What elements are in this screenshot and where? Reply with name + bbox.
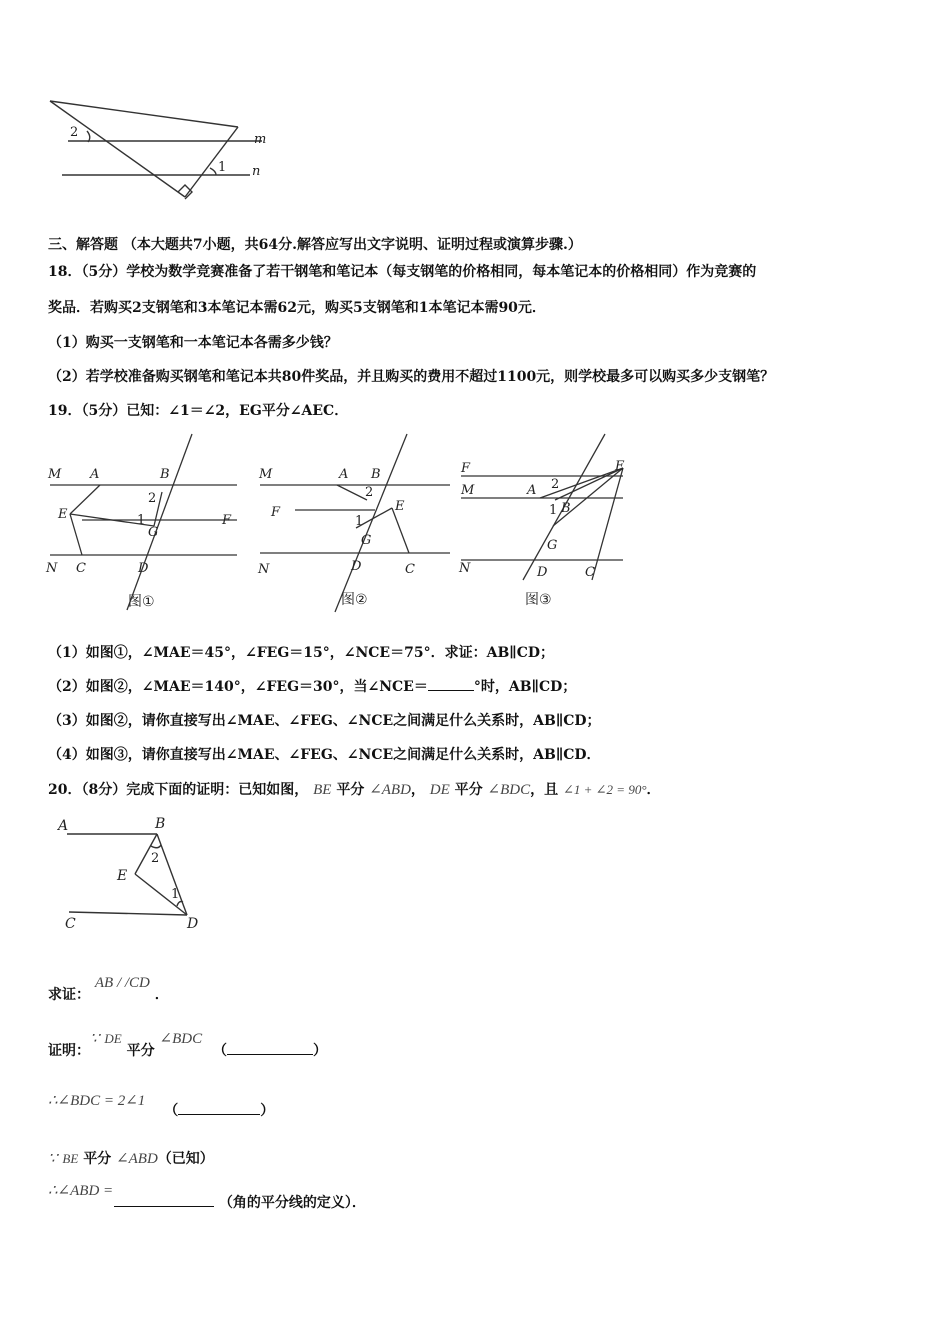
q20-step3-angle: ∠ABD — [116, 1151, 158, 1167]
q20-comma: ， — [410, 782, 425, 798]
q20-fig-E: E — [117, 868, 128, 884]
q20-prove — [48, 975, 169, 1003]
q20-be: BE — [313, 782, 332, 798]
fig1-A: A — [90, 467, 100, 482]
q20-step1-paren-close: ） — [312, 1043, 327, 1059]
q19-part4: （4）如图③，请你直接写出∠MAE、∠FEG、∠NCE之间满足什么关系时，AB∥CD． — [48, 747, 601, 763]
fig1-2: 2 — [148, 491, 157, 506]
q20-step3-be: BE — [62, 1151, 79, 1166]
q20-bisect-2: 平分 — [454, 782, 483, 798]
q20-fig-D: D — [187, 916, 199, 932]
q20-step1-de: DE — [104, 1031, 122, 1046]
q20-step2-paren-open: （ — [164, 1103, 179, 1119]
fig3-D: D — [537, 565, 548, 580]
q19-part2 — [48, 678, 576, 696]
top-figure — [40, 95, 280, 205]
q20-prove-expr: AB / /CD — [94, 975, 150, 991]
angle-2-label: 2 — [70, 125, 79, 140]
q18-part1: （1）购买一支钢笔和一本笔记本各需多少钱？ — [48, 335, 338, 351]
q18-part2: （2）若学校准备购买钢笔和笔记本共80件奖品，并且购买的费用不超过1100元，则学校最多可以购买多少支钢笔？ — [48, 369, 775, 385]
fig2-G: G — [361, 533, 372, 548]
fig1-D: D — [138, 561, 149, 576]
fig2-C: C — [405, 562, 415, 577]
fig3-caption: 图③ — [525, 592, 552, 608]
q20-condition: ∠1 + ∠2 = 90° — [563, 782, 647, 797]
q19-figure-1 — [42, 430, 242, 615]
fig1-G: G — [148, 525, 159, 540]
fig3-B: B — [561, 501, 571, 516]
q20-step1-bisect: 平分 — [126, 1043, 155, 1059]
q20-angle-bdc: ∠BDC — [487, 782, 531, 798]
q19-part2-after: °时，AB∥CD； — [473, 679, 577, 695]
q20-step4-blank[interactable] — [114, 1206, 214, 1207]
q20-de: DE — [429, 782, 450, 798]
q20-proof-step1 — [48, 1031, 327, 1059]
q20-angle-abd: ∠ABD — [369, 782, 411, 798]
q20-prove-label: 求证： — [48, 987, 90, 1003]
line-m-label: m — [254, 132, 267, 147]
q19-stem: 19．（5分）已知：∠1＝∠2，EG平分∠AEC． — [48, 403, 349, 419]
fig3-F: F — [461, 461, 471, 476]
fig1-E: E — [58, 507, 68, 522]
fig1-caption: 图① — [128, 594, 155, 610]
q20-because-1: ∵ — [90, 1031, 100, 1047]
q20-fig-A: A — [58, 818, 69, 834]
q19-figure-3 — [455, 430, 645, 615]
q20-therefore-2: ∴ — [48, 1183, 58, 1199]
q20-stem — [48, 781, 661, 799]
q20-step1-angle: ∠BDC — [159, 1031, 203, 1047]
fig1-1: 1 — [137, 513, 146, 528]
q20-proof-step2 — [48, 1092, 275, 1119]
q20-prove-period: ． — [154, 987, 169, 1003]
q20-figure — [55, 812, 215, 937]
fig3-A: A — [527, 483, 537, 498]
q20-step2-expr: ∠BDC = 2∠1 — [57, 1093, 146, 1109]
q20-proof-step3 — [48, 1150, 214, 1168]
q20-step3-known: （已知） — [157, 1151, 214, 1167]
q20-fig-C: C — [65, 916, 76, 932]
q19-part3: （3）如图②，请你直接写出∠MAE、∠FEG、∠NCE之间满足什么关系时，AB∥CD； — [48, 713, 601, 729]
q20-and: ，且 — [530, 782, 559, 798]
q20-fig-B: B — [155, 816, 166, 832]
fig1-B: B — [160, 467, 170, 482]
q20-fig-2: 2 — [151, 851, 160, 866]
fig1-F: F — [222, 513, 232, 528]
fig3-1: 1 — [549, 503, 558, 518]
q20-proof-label: 证明： — [48, 1043, 90, 1059]
q19-figure-2 — [255, 430, 455, 615]
q20-period: ． — [646, 782, 661, 798]
fig1-C: C — [76, 561, 86, 576]
fig2-caption: 图② — [341, 592, 368, 608]
q20-because-2: ∵ — [48, 1151, 58, 1167]
q20-bisect-1: 平分 — [336, 782, 365, 798]
q20-fig-1: 1 — [171, 887, 180, 902]
angle-1-label: 1 — [218, 160, 227, 175]
q19-part1: （1）如图①，∠MAE＝45°，∠FEG＝15°，∠NCE＝75°．求证：AB∥CD； — [48, 645, 554, 661]
q18-line1: 18．（5分）学校为数学竞赛准备了若干钢笔和笔记本（每支钢笔的价格相同，每本笔记本的价格相同）作为竞赛的 — [48, 264, 757, 280]
q18-line2: 奖品．若购买2支钢笔和3本笔记本需62元，购买5支钢笔和1本笔记本需90元． — [48, 300, 546, 316]
section-header: 三、解答题 （本大题共7小题，共64分.解答应写出文字说明、证明过程或演算步骤.） — [48, 237, 582, 253]
fig2-M: M — [259, 467, 273, 482]
fig2-A: A — [339, 467, 349, 482]
q20-step4-expr: ∠ABD = — [57, 1183, 114, 1199]
fig1-N: N — [46, 561, 58, 576]
fig3-N: N — [459, 561, 471, 576]
q20-step2-blank[interactable] — [178, 1114, 260, 1115]
fig2-B: B — [371, 467, 381, 482]
fig2-F: F — [271, 505, 281, 520]
q20-step4-reason: （角的平分线的定义）． — [218, 1195, 366, 1211]
q19-part2-before: （2）如图②，∠MAE＝140°，∠FEG＝30°，当∠NCE＝ — [48, 679, 428, 695]
fig2-2: 2 — [365, 485, 374, 500]
line-n-label: n — [252, 164, 261, 179]
fig1-M: M — [48, 467, 62, 482]
fig3-G: G — [547, 538, 558, 553]
fig2-1: 1 — [355, 514, 364, 529]
q20-step1-paren-open: （ — [212, 1043, 227, 1059]
q20-step2-paren-close: ） — [260, 1103, 275, 1119]
fig3-C: C — [585, 565, 595, 580]
fig2-D: D — [351, 559, 362, 574]
fig3-2: 2 — [551, 477, 560, 492]
fig3-M: M — [461, 483, 475, 498]
q19-part2-blank[interactable] — [428, 690, 474, 691]
q20-step3-bisect: 平分 — [83, 1151, 112, 1167]
q20-stem-a: 20．（8分）完成下面的证明：已知如图， — [48, 782, 309, 798]
q20-therefore-1: ∴ — [48, 1093, 58, 1109]
fig2-E: E — [395, 499, 405, 514]
q20-proof-step4 — [48, 1182, 366, 1211]
fig2-N: N — [258, 562, 270, 577]
q20-step1-blank[interactable] — [227, 1054, 313, 1055]
fig3-E: E — [615, 459, 625, 474]
